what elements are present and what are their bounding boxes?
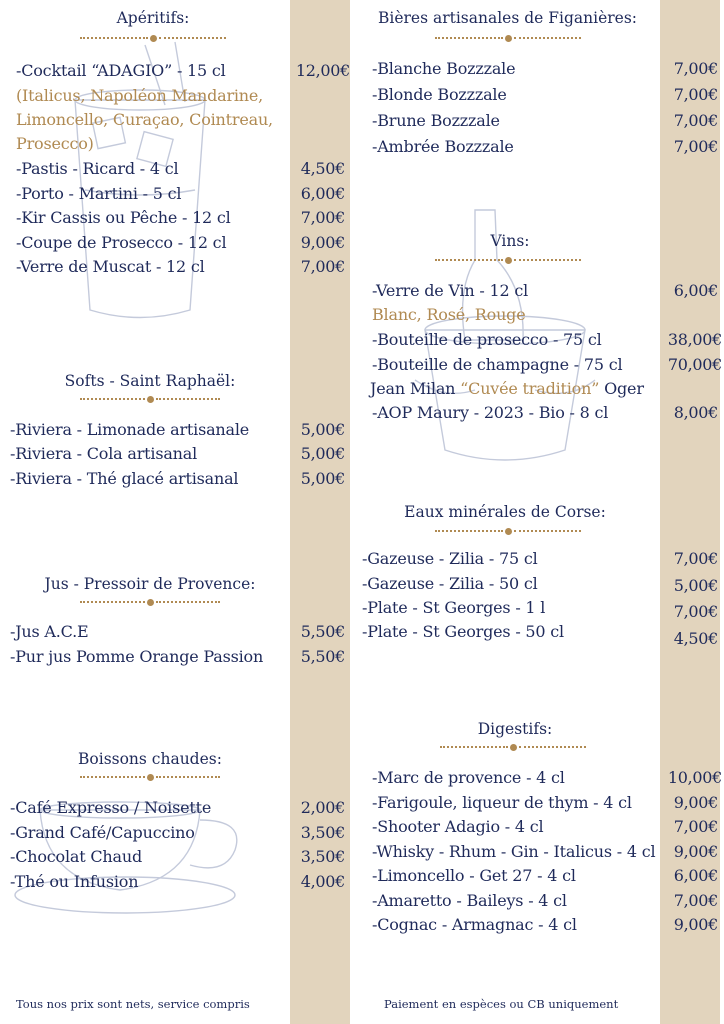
menu-price: 5,00€ xyxy=(300,420,345,439)
menu-item-maury: -AOP Maury - 2023 - Bio - 8 cl xyxy=(372,403,609,422)
digestifs-title: Digestifs: xyxy=(477,720,553,738)
menu-price-cocktail: 12,00€ xyxy=(295,61,350,80)
chaudes-title: Boissons chaudes: xyxy=(78,750,222,768)
cocktail-note-3: Prosecco) xyxy=(16,134,94,153)
menu-price: 4,00€ xyxy=(300,872,345,891)
champagne-prefix: Jean Milan xyxy=(370,379,456,398)
menu-price: 7,00€ xyxy=(673,891,718,910)
cocktail-note-1: (Italicus, Napoléon Mandarine, xyxy=(16,86,264,105)
softs-title: Softs - Saint Raphaël: xyxy=(64,372,236,390)
menu-item: -Café Expresso / Noisette xyxy=(10,798,212,817)
champagne-producer xyxy=(370,379,644,398)
menu-item: -Riviera - Thé glacé artisanal xyxy=(10,469,239,488)
menu-price-maury: 8,00€ xyxy=(673,403,718,422)
menu-item: -Bouteille de champagne - 75 cl xyxy=(372,355,623,374)
menu-item: -Shooter Adagio - 4 cl xyxy=(372,817,544,836)
menu-item: -Riviera - Cola artisanal xyxy=(10,444,198,463)
jus-divider xyxy=(80,598,220,606)
menu-price: 9,00€ xyxy=(673,842,718,861)
menu-item: -Porto - Martini - 5 cl xyxy=(16,184,182,203)
jus-title: Jus - Pressoir de Provence: xyxy=(44,575,256,593)
menu-price: 4,50€ xyxy=(300,159,345,178)
menu-item-verre-vin: -Verre de Vin - 12 cl xyxy=(372,281,529,300)
menu-item: -Jus A.C.E xyxy=(10,622,89,641)
menu-price: 5,00€ xyxy=(300,444,345,463)
cocktail-glass-icon xyxy=(55,40,225,325)
menu-price-verre-vin: 6,00€ xyxy=(673,281,718,300)
menu-price: 5,50€ xyxy=(300,622,345,641)
menu-item: -Pur jus Pomme Orange Passion xyxy=(10,647,264,666)
footer-payment-note: Paiement en espèces ou CB uniquement xyxy=(384,997,619,1011)
bieres-title: Bières artisanales de Figanières: xyxy=(377,9,638,27)
menu-item: -Blonde Bozzzale xyxy=(372,85,507,104)
menu-item: -Gazeuse - Zilia - 50 cl xyxy=(362,574,538,593)
vins-divider xyxy=(435,256,581,264)
menu-item: -Gazeuse - Zilia - 75 cl xyxy=(362,549,538,568)
menu-price: 3,50€ xyxy=(300,847,345,866)
vins-title: Vins: xyxy=(490,232,530,250)
menu-item: -Whisky - Rhum - Gin - Italicus - 4 cl xyxy=(372,842,656,861)
menu-item: -Bouteille de prosecco - 75 cl xyxy=(372,330,602,349)
menu-item: -Thé ou Infusion xyxy=(10,872,139,891)
menu-item: -Blanche Bozzzale xyxy=(372,59,516,78)
menu-price: 70,00€ xyxy=(667,355,722,374)
menu-item: -Plate - St Georges - 1 l xyxy=(362,598,546,617)
menu-item: -Marc de provence - 4 cl xyxy=(372,768,565,787)
cocktail-note-2: Limoncello, Curaçao, Cointreau, xyxy=(16,110,273,129)
bieres-divider xyxy=(435,34,581,42)
aperitifs-title: Apéritifs: xyxy=(116,9,190,27)
menu-price: 7,00€ xyxy=(673,602,718,621)
footer-prices-note: Tous nos prix sont nets, service compris xyxy=(16,997,250,1011)
menu-price: 7,00€ xyxy=(300,257,345,276)
menu-item: -Verre de Muscat - 12 cl xyxy=(16,257,205,276)
menu-price: 7,00€ xyxy=(673,549,718,568)
menu-item: -Kir Cassis ou Pêche - 12 cl xyxy=(16,208,231,227)
menu-price: 5,00€ xyxy=(673,576,718,595)
menu-item: -Coupe de Prosecco - 12 cl xyxy=(16,233,227,252)
menu-price: 7,00€ xyxy=(673,85,718,104)
menu-item-cocktail: -Cocktail “ADAGIO” - 15 cl xyxy=(16,61,226,80)
eaux-divider xyxy=(435,527,581,535)
price-band-left xyxy=(290,0,350,1024)
vin-colors-note: Blanc, Rosé, Rouge xyxy=(372,305,526,324)
menu-price: 7,00€ xyxy=(673,817,718,836)
menu-price: 7,00€ xyxy=(673,111,718,130)
menu-price: 10,00€ xyxy=(667,768,722,787)
menu-price: 5,50€ xyxy=(300,647,345,666)
menu-item: -Cognac - Armagnac - 4 cl xyxy=(372,915,577,934)
menu-item: -Ambrée Bozzzale xyxy=(372,137,514,156)
menu-price: 7,00€ xyxy=(673,59,718,78)
softs-divider xyxy=(80,395,220,403)
digestifs-divider xyxy=(440,743,586,751)
menu-price: 3,50€ xyxy=(300,823,345,842)
menu-price: 4,50€ xyxy=(673,629,718,648)
menu-price: 9,00€ xyxy=(673,915,718,934)
menu-item: -Pastis - Ricard - 4 cl xyxy=(16,159,179,178)
menu-price: 7,00€ xyxy=(673,137,718,156)
aperitifs-divider xyxy=(80,34,226,42)
menu-price: 6,00€ xyxy=(300,184,345,203)
menu-item: -Riviera - Limonade artisanale xyxy=(10,420,250,439)
menu-item: -Chocolat Chaud xyxy=(10,847,142,866)
chaudes-divider xyxy=(80,773,220,781)
menu-price: 9,00€ xyxy=(300,233,345,252)
menu-item: -Plate - St Georges - 50 cl xyxy=(362,622,564,641)
champagne-cuvee: “Cuvée tradition” xyxy=(460,379,600,398)
menu-item: -Grand Café/Capuccino xyxy=(10,823,195,842)
menu-price: 6,00€ xyxy=(673,866,718,885)
menu-item: -Limoncello - Get 27 - 4 cl xyxy=(372,866,576,885)
menu-price: 9,00€ xyxy=(673,793,718,812)
menu-item: -Brune Bozzzale xyxy=(372,111,500,130)
menu-price: 38,00€ xyxy=(667,330,722,349)
menu-price: 7,00€ xyxy=(300,208,345,227)
eaux-title: Eaux minérales de Corse: xyxy=(404,503,606,521)
menu-price: 5,00€ xyxy=(300,469,345,488)
menu-price: 2,00€ xyxy=(300,798,345,817)
menu-item: -Farigoule, liqueur de thym - 4 cl xyxy=(372,793,632,812)
champagne-suffix: Oger xyxy=(604,379,644,398)
menu-item: -Amaretto - Baileys - 4 cl xyxy=(372,891,567,910)
